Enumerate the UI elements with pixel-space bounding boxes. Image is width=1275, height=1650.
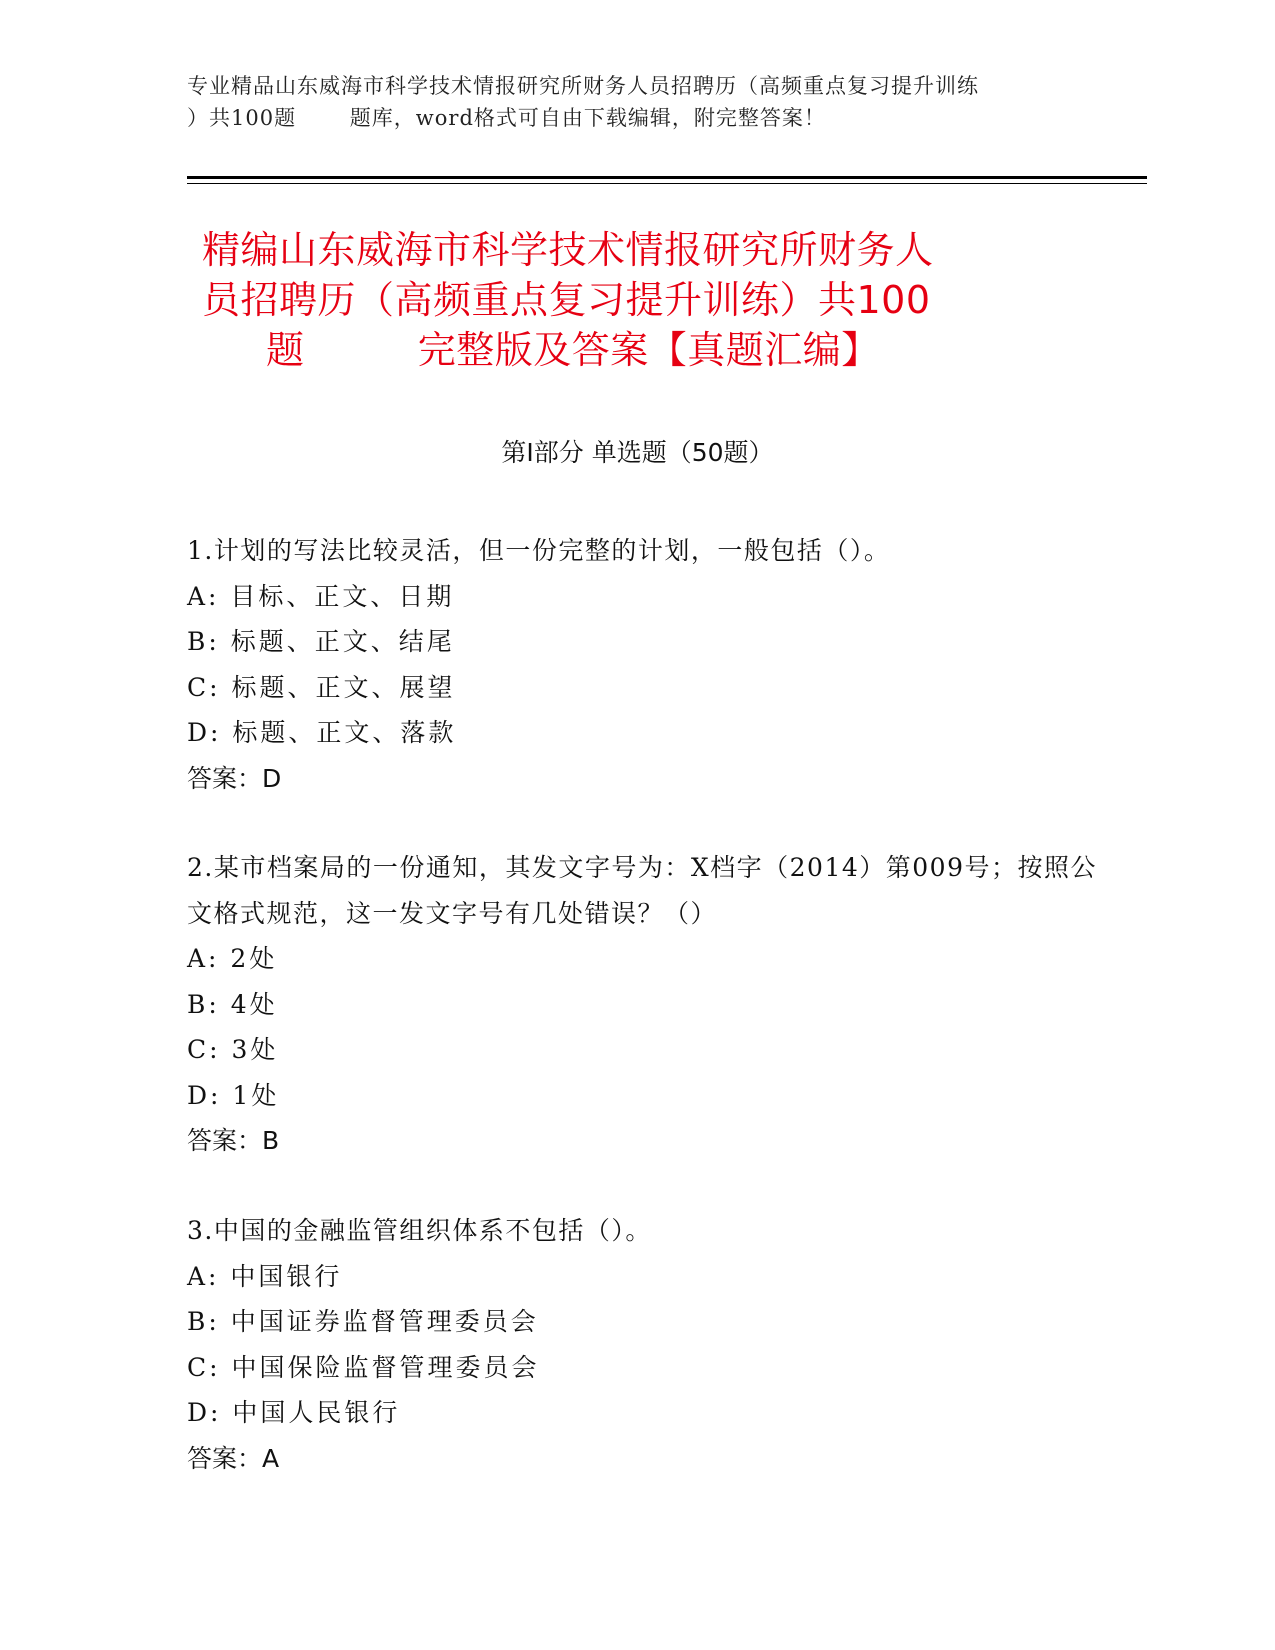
option-a: A: 中国银行: [187, 1261, 343, 1291]
option-c: C: 3处: [187, 1035, 279, 1064]
question-3: [187, 1208, 1107, 1481]
option-b: B: 中国证券监督管理委员会: [187, 1307, 539, 1336]
question-stem: 3.中国的金融监管组织体系不包括（）。: [187, 1216, 652, 1245]
document-title-line-3: 题 完整版及答案【真题汇编】: [266, 328, 880, 372]
option-a: A: 目标、正文、日期: [187, 581, 455, 611]
option-b: B: 标题、正文、结尾: [187, 627, 455, 656]
option-a: A: 2处: [187, 944, 278, 973]
question-1: [187, 528, 1107, 801]
answer: 答案：A: [187, 1443, 280, 1473]
option-c: C: 中国保险监督管理委员会: [187, 1352, 540, 1382]
header-divider-thick: [187, 176, 1147, 179]
document-title: [180, 225, 1095, 375]
option-b: B: 4处: [187, 989, 278, 1019]
answer: 答案：D: [187, 763, 282, 793]
question-2: [187, 845, 1107, 1164]
option-d: D: 中国人民银行: [187, 1398, 401, 1427]
option-c: C: 标题、正文、展望: [187, 672, 456, 702]
document-title-line-2: 员招聘历（高频重点复习提升训练）共100: [202, 278, 931, 322]
header-note-line-2: ）共100题 题库，word格式可自由下载编辑，附完整答案！: [187, 106, 826, 130]
document-title-line-1: 精编山东威海市科学技术情报研究所财务人: [202, 228, 934, 272]
option-d: D: 标题、正文、落款: [187, 718, 457, 747]
question-stem: 1.计划的写法比较灵活，但一份完整的计划，一般包括（）。: [187, 536, 891, 565]
section-title: 第Ⅰ部分 单选题（50题）: [501, 438, 774, 467]
answer: 答案：B: [187, 1126, 280, 1155]
question-stem: 2.某市档案局的一份通知，其发文字号为：X档字（2014）第009号；按照公文格式规范，这一发文字号有几处错误？（）: [187, 853, 1097, 928]
header-note: [187, 70, 1087, 134]
option-d: D: 1处: [187, 1080, 280, 1110]
header-divider-thin: [187, 183, 1147, 184]
header-note-line-1: 专业精品山东威海市科学技术情报研究所财务人员招聘历（高频重点复习提升训练: [187, 74, 979, 98]
